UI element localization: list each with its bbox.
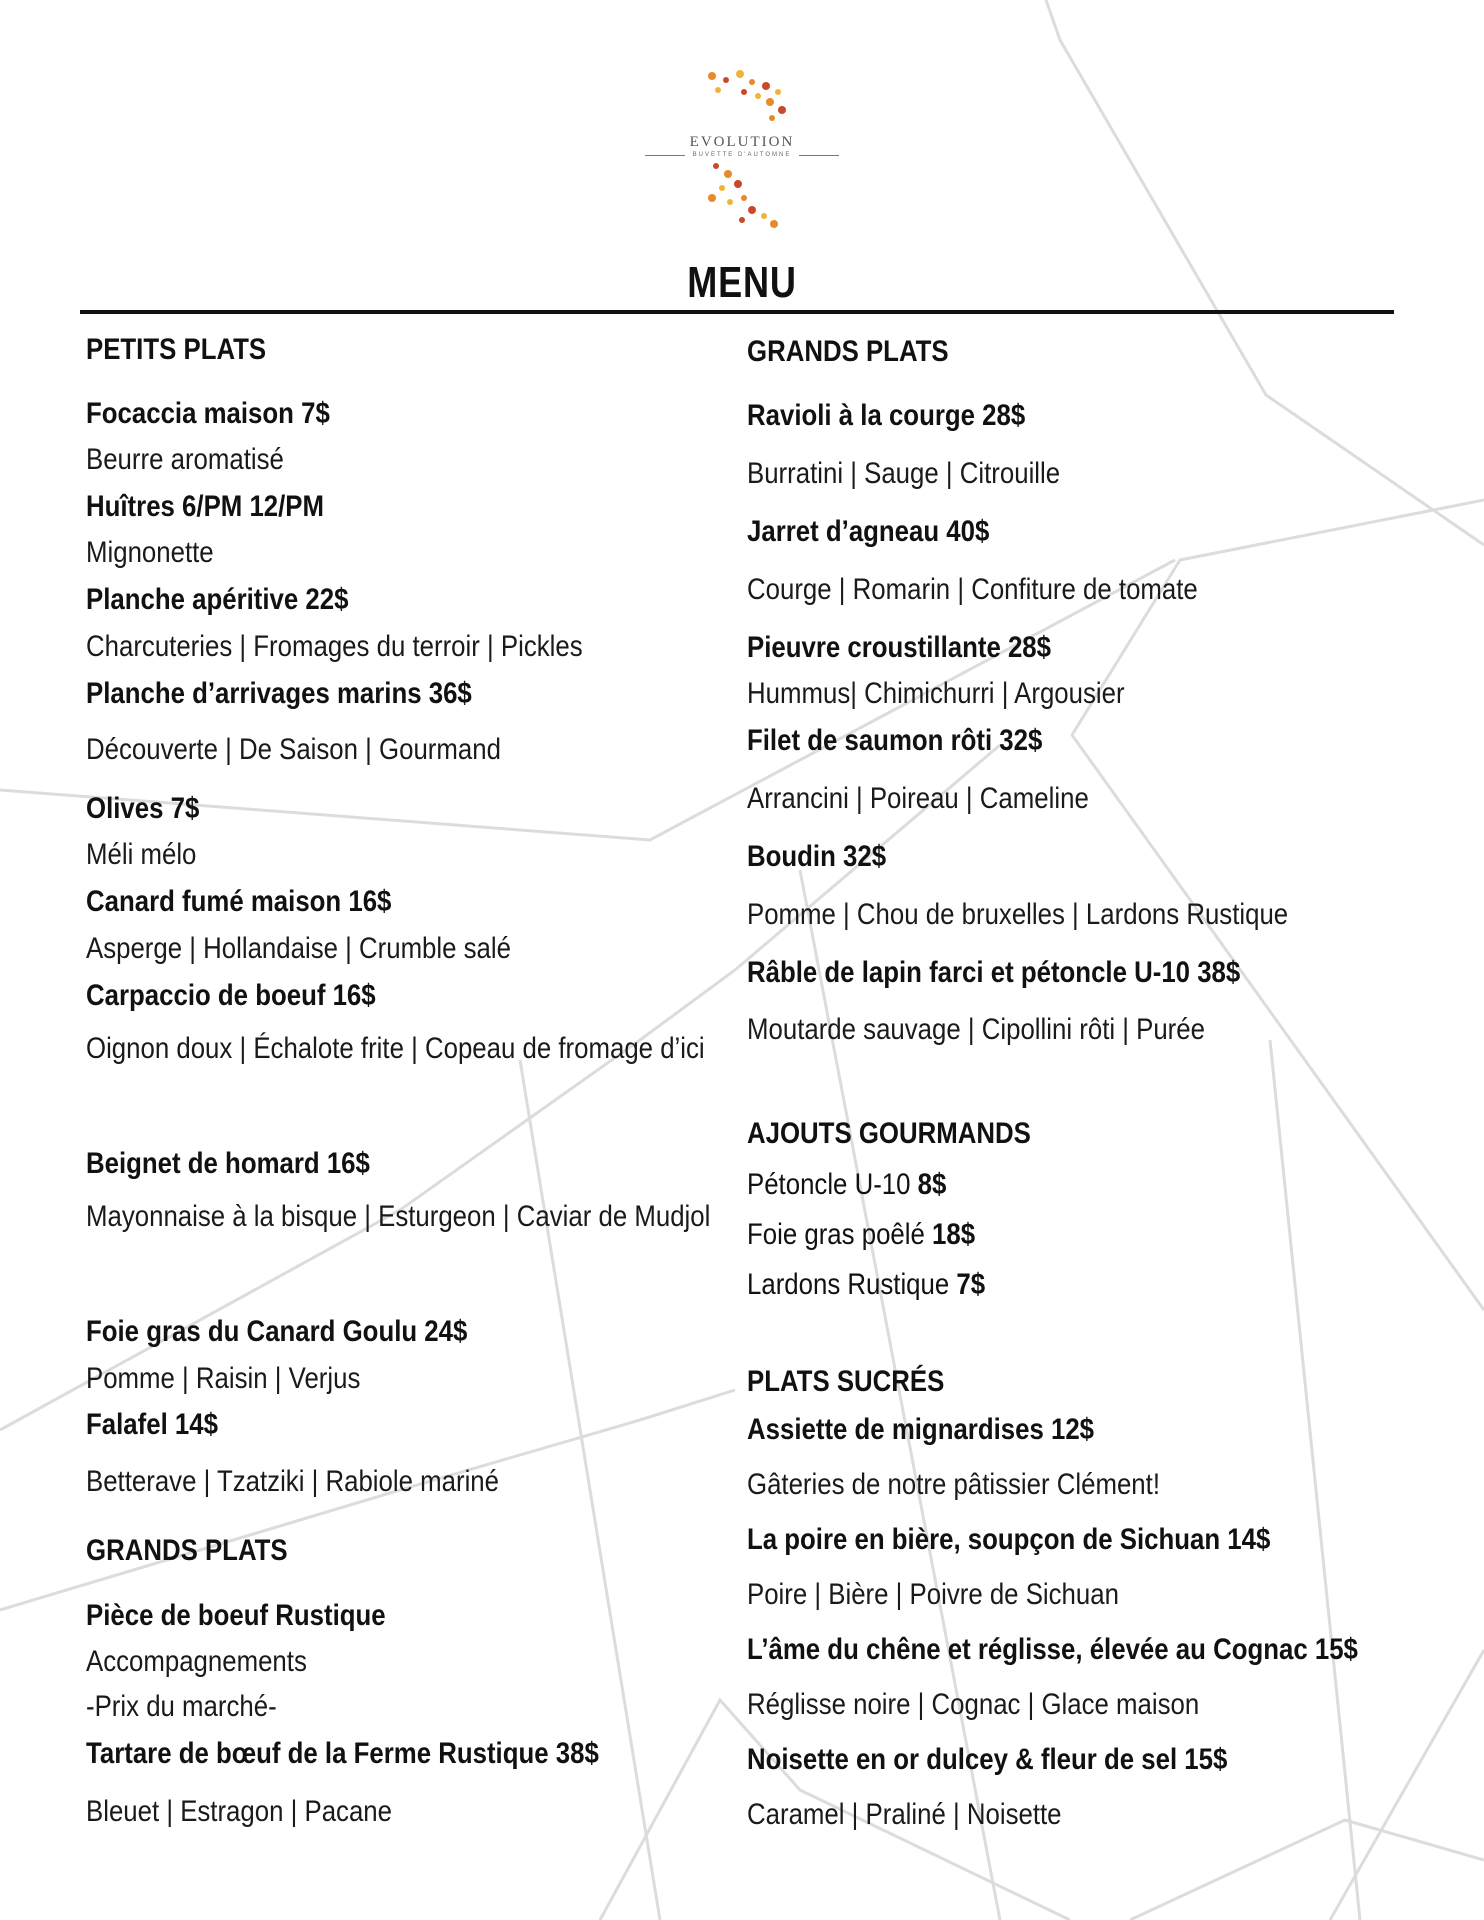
dish-description: Betterave | Tzatziki | Rabiole mariné	[86, 1465, 500, 1498]
dish-description: Réglisse noire | Cognac | Glace maison	[747, 1688, 1200, 1721]
dish-description: Arrancini | Poireau | Cameline	[747, 782, 1089, 815]
dish-name: Assiette de mignardises 12$	[747, 1413, 1095, 1446]
dish-name: Planche apéritive 22$	[86, 583, 349, 616]
section-heading-ajouts-gourmands: AJOUTS GOURMANDS	[747, 1117, 1031, 1150]
page-title: MENU	[687, 258, 797, 307]
dish-description: Gâteries de notre pâtissier Clément!	[747, 1468, 1161, 1501]
dish-name: Beignet de homard 16$	[86, 1147, 370, 1180]
dish-name: Tartare de bœuf de la Ferme Rustique 38$	[86, 1737, 599, 1770]
dish-description: Mayonnaise à la bisque | Esturgeon | Caviar de Mudjol	[86, 1200, 711, 1233]
addon-item: Pétoncle U-10 8$	[747, 1168, 947, 1201]
logo-subtitle-row	[636, 152, 848, 158]
dish-name: Filet de saumon rôti 32$	[747, 724, 1043, 757]
addon-item: Lardons Rustique 7$	[747, 1268, 986, 1301]
section-heading-grands-plats: GRANDS PLATS	[747, 335, 949, 368]
addon-item: Foie gras poêlé 18$	[747, 1218, 976, 1251]
logo-brand-text: EVOLUTION	[689, 134, 795, 150]
dish-description: Accompagnements	[86, 1645, 307, 1678]
dish-name: Foie gras du Canard Goulu 24$	[86, 1315, 468, 1348]
dish-description: Poire | Bière | Poivre de Sichuan	[747, 1578, 1119, 1611]
dish-name: L’âme du chêne et réglisse, élevée au Cognac 15$	[747, 1633, 1358, 1666]
dish-name: Pièce de boeuf Rustique	[86, 1599, 386, 1632]
section-heading-grands-plats-left: GRANDS PLATS	[86, 1534, 288, 1567]
dish-description: Bleuet | Estragon | Pacane	[86, 1795, 392, 1828]
dish-name: Huîtres 6/PM 12/PM	[86, 490, 325, 523]
dish-name: Olives 7$	[86, 792, 200, 825]
dish-name: Focaccia maison 7$	[86, 397, 330, 430]
dish-name: Noisette en or dulcey & fleur de sel 15$	[747, 1743, 1228, 1776]
dish-description: Charcuteries | Fromages du terroir | Pickles	[86, 630, 583, 663]
logo-subtitle: BUVETTE D'AUTOMNE	[692, 152, 792, 158]
dish-name: Canard fumé maison 16$	[86, 885, 392, 918]
dish-name: Planche d’arrivages marins 36$	[86, 677, 472, 710]
autumn-leaves-bottom-icon	[682, 158, 802, 234]
section-heading-plats-sucres: PLATS SUCRÉS	[747, 1365, 945, 1398]
section-heading-petits-plats: PETITS PLATS	[86, 333, 267, 366]
dish-name: Pieuvre croustillante 28$	[747, 631, 1052, 664]
restaurant-logo	[636, 68, 848, 248]
dish-name: Ravioli à la courge 28$	[747, 399, 1026, 432]
dish-name: Boudin 32$	[747, 840, 887, 873]
dish-name: Carpaccio de boeuf 16$	[86, 979, 376, 1012]
dish-description: Moutarde sauvage | Cipollini rôti | Purée	[747, 1013, 1205, 1046]
dish-description: Pomme | Raisin | Verjus	[86, 1362, 361, 1395]
logo-rule-left	[645, 155, 685, 156]
dish-description: Méli mélo	[86, 838, 197, 871]
dish-description: Caramel | Praliné | Noisette	[747, 1798, 1062, 1831]
dish-name: La poire en bière, soupçon de Sichuan 14$	[747, 1523, 1271, 1556]
dish-name: Jarret d’agneau 40$	[747, 515, 990, 548]
autumn-leaves-top-icon	[682, 68, 802, 132]
dish-price-note: -Prix du marché-	[86, 1690, 277, 1723]
logo-rule-right	[799, 155, 839, 156]
dish-description: Hummus| Chimichurri | Argousier	[747, 677, 1125, 710]
dish-description: Courge | Romarin | Confiture de tomate	[747, 573, 1198, 606]
dish-description: Burratini | Sauge | Citrouille	[747, 457, 1061, 490]
dish-name: Râble de lapin farci et pétoncle U-10 38$	[747, 956, 1241, 989]
dish-description: Beurre aromatisé	[86, 443, 284, 476]
dish-description: Oignon doux | Échalote frite | Copeau de fromage d’ici	[86, 1032, 705, 1065]
dish-description: Pomme | Chou de bruxelles | Lardons Rustique	[747, 898, 1289, 931]
dish-description: Asperge | Hollandaise | Crumble salé	[86, 932, 511, 965]
dish-name: Falafel 14$	[86, 1408, 218, 1441]
dish-description: Mignonette	[86, 536, 214, 569]
dish-description: Découverte | De Saison | Gourmand	[86, 733, 501, 766]
title-divider	[80, 310, 1394, 314]
